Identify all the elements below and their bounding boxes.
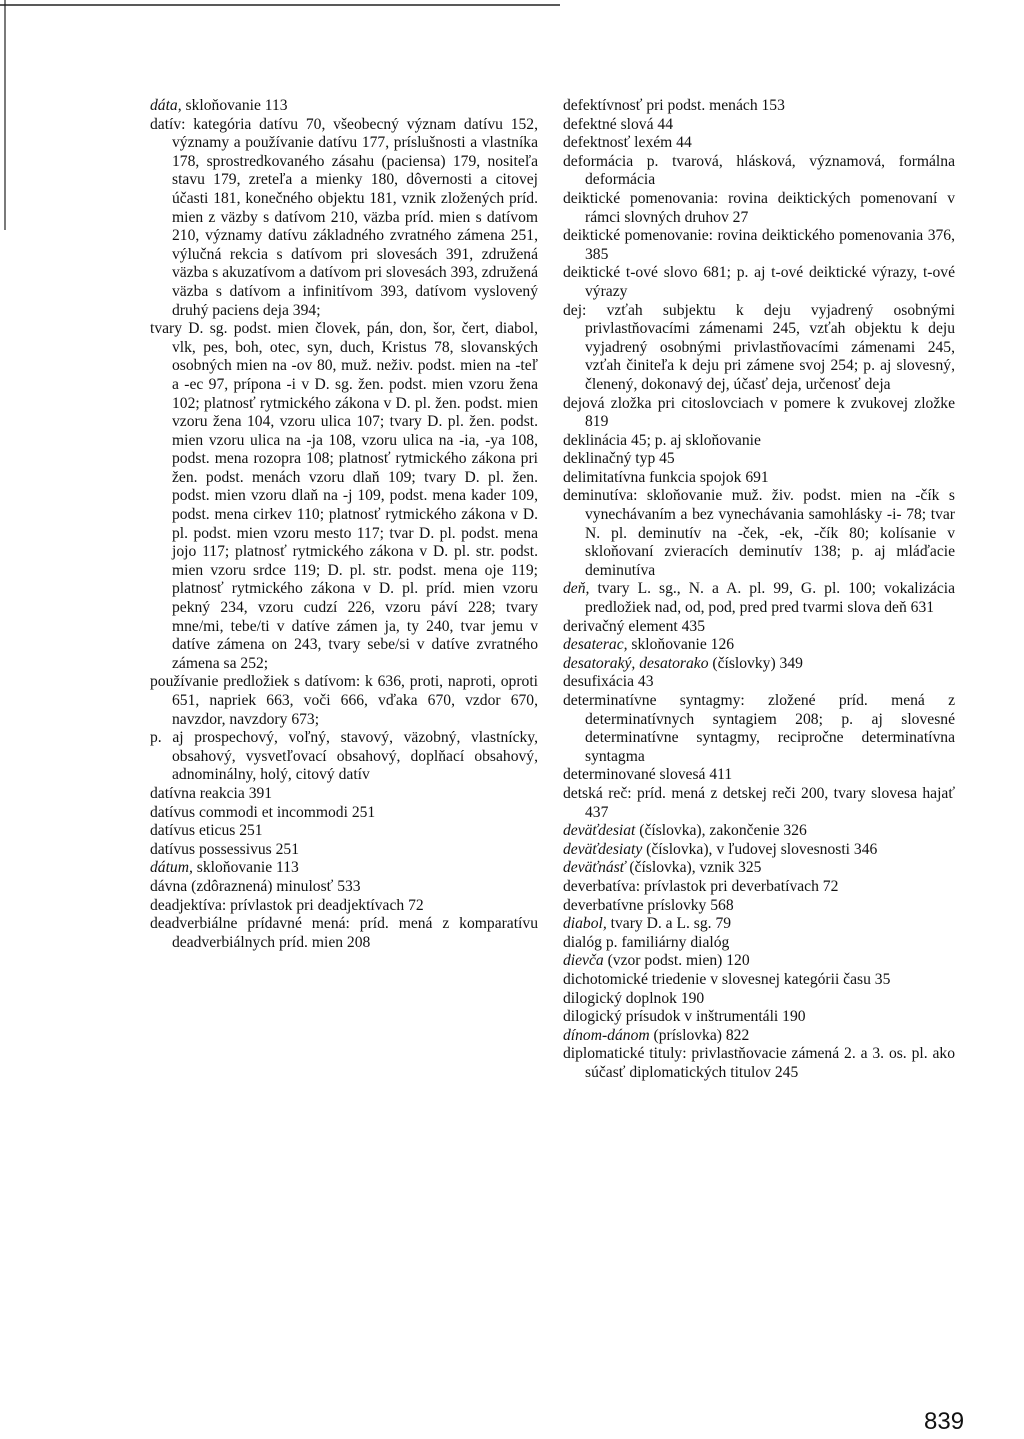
index-entry	[563, 673, 955, 692]
index-entry	[563, 487, 955, 580]
index-entry	[150, 841, 538, 860]
entry-text: (číslovka), zakončenie 326	[635, 822, 807, 840]
index-column-left	[150, 97, 538, 952]
entry-text: defektívnosť pri podst. menách 153	[563, 97, 785, 114]
page-number: 839	[924, 1408, 965, 1435]
entry-headword: dátum,	[150, 859, 193, 877]
entry-text: p. aj prospechový, voľný, stavový, väzobný, vlastnícky, obsahový, vysvetľovací obsahový, doplňací obsahový, adnominálny, holý, citový datív	[150, 729, 538, 784]
index-entry	[150, 116, 538, 321]
index-entry	[563, 264, 955, 301]
entry-text: datívus commodi et incommodi 251	[150, 803, 376, 821]
scan-left-rule	[4, 0, 6, 230]
entry-text: tvary L. sg., N. a A. pl. 99, G. pl. 100; vokalizácia predložiek nad, od, pod, pred pred tvarmi slova deň 631	[585, 580, 955, 617]
entry-text: deverbatívne príslovky 568	[563, 896, 734, 914]
index-entry	[563, 1045, 955, 1082]
index-entry	[150, 97, 538, 116]
index-entry	[563, 432, 955, 451]
index-entry	[563, 469, 955, 488]
entry-text: (vzor podst. mien) 120	[603, 952, 750, 970]
entry-text: deformácia p. tvarová, hlásková, významová, formálna deformácia	[563, 152, 955, 189]
scan-top-rule	[0, 4, 560, 6]
index-entry	[563, 134, 955, 153]
index-entry	[150, 804, 538, 823]
entry-text: deklinačný typ 45	[563, 450, 675, 468]
entry-text: používanie predložiek s datívom: k 636, proti, naproti, oproti 651, napriek 663, voči 666, vďaka 670, vzdor 670, navzdor, navzdory 673;	[150, 673, 538, 728]
index-entry	[563, 227, 955, 264]
entry-text: determinatívne syntagmy: zložené príd. mená z determinatívnych syntagiem 208; p. aj slovesné determinatívne syntagmy, recipročne determinatívna syntagma	[563, 692, 955, 765]
index-entry	[563, 1008, 955, 1027]
entry-text: defektnosť lexém 44	[563, 134, 692, 152]
entry-headword: dáta,	[150, 97, 182, 114]
entry-text: (číslovky) 349	[708, 654, 803, 672]
entry-text: delimitatívna funkcia spojok 691	[563, 468, 769, 486]
entry-text: datívna reakcia 391	[150, 784, 273, 802]
entry-headword: dievča	[563, 952, 604, 970]
entry-headword: deväťdesiat	[563, 822, 636, 840]
entry-text: deiktické t-ové slovo 681; p. aj t-ové deiktické výrazy, t-ové výrazy	[563, 264, 955, 300]
index-entry	[563, 190, 955, 227]
entry-headword: deväťnásť	[563, 859, 626, 877]
index-entry	[563, 153, 955, 190]
index-entry	[563, 766, 955, 785]
index-entry	[563, 692, 955, 766]
entry-text: dej: vzťah subjektu k deju vyjadrený osobnými privlastňovacími zámenami 245, vzťah objektu k deju vyjadrený osobnými privlastňovacími zámenami 245, vzťah činiteľa k deju pri zámene svoj 254; p. aj slovesný, členený, dokonavý dej, účasť deja, určenosť deja	[563, 301, 955, 393]
index-entry	[150, 878, 538, 897]
index-entry	[563, 915, 955, 934]
index-entry	[150, 859, 538, 878]
entry-text: deverbatíva: prívlastok pri deverbatívach 72	[563, 877, 839, 895]
entry-text: derivačný element 435	[563, 617, 706, 635]
entry-text: skloňovanie 126	[627, 636, 735, 654]
entry-headword: deň,	[563, 580, 590, 598]
index-entry	[563, 97, 955, 116]
entry-text: deiktické pomenovanie: rovina deiktického pomenovania 376, 385	[563, 227, 955, 263]
index-entry	[150, 785, 538, 804]
entry-text: dilogický prísudok v inštrumentáli 190	[563, 1008, 806, 1026]
index-column-right	[563, 97, 955, 1082]
index-entry	[150, 320, 538, 673]
entry-text: deminutíva: skloňovanie muž. živ. podst. mien na -čík s vynechávaním a bez vynechávania samohlásky -i- 78; tvar N. pl. deminutív na -ček, -ek, -čík 80; kolísanie v skloňovaní zvieracích deminutív 138; p. aj mláďacie deminutíva	[563, 487, 955, 579]
entry-text: datív: kategória datívu 70, všeobecný význam datívu 152, významy a používanie datívu 177, príslušnosti a vlastníka 178, sprostredkovaného zásahu (paciensa) 179, nositeľa stavu 179, zreteľa a mienky 180, dôvernosti a citovej účasti 181, konečného objektu 181, vznik zložených príd. mien z väzby s datívom 210, väzba príd. mien s datívom 210, významy datívu základného zvratného zámena 251, výlučná rekcia s datívom pri slovesách 391, združená väzba s akuzatívom a datívom pri slovesách 393, združená väzba s datívom a infinitívom 393, datívom vyslovený druhý paciens deja 394;	[150, 115, 538, 319]
entry-headword: diabol,	[563, 915, 607, 933]
entry-text: diplomatické tituly: privlastňovacie zámená 2. a 3. os. pl. ako súčasť diplomatických titulov 245	[563, 1045, 955, 1081]
index-entry	[563, 302, 955, 395]
entry-text: skloňovanie 113	[192, 859, 299, 877]
entry-text: dilogický doplnok 190	[563, 989, 705, 1007]
entry-text: deadjektíva: prívlastok pri deadjektívach 72	[150, 896, 424, 914]
entry-text: (číslovka), v ľudovej slovesnosti 346	[642, 840, 878, 858]
index-entry	[563, 841, 955, 860]
entry-text: skloňovanie 113	[181, 97, 288, 114]
entry-text: determinované slovesá 411	[563, 766, 733, 784]
index-entry	[563, 655, 955, 674]
index-entry	[563, 450, 955, 469]
index-entry	[563, 395, 955, 432]
index-entry	[150, 822, 538, 841]
entry-text: dichotomické triedenie v slovesnej kategórii času 35	[563, 970, 891, 988]
index-entry	[563, 897, 955, 916]
index-entry	[563, 636, 955, 655]
index-entry	[563, 859, 955, 878]
entry-headword: dínom-dánom	[563, 1026, 650, 1044]
entry-text: deklinácia 45; p. aj skloňovanie	[563, 431, 761, 449]
entry-text: (číslovka), vznik 325	[625, 859, 762, 877]
index-entry	[563, 934, 955, 953]
index-entry	[563, 116, 955, 135]
index-entry	[563, 1027, 955, 1046]
entry-text: tvary D. a L. sg. 79	[606, 915, 732, 933]
entry-text: deadverbiálne prídavné mená: príd. mená z komparatívu deadverbiálnych príd. mien 208	[150, 915, 538, 951]
index-entry	[563, 822, 955, 841]
index-entry	[563, 990, 955, 1009]
entry-text: dejová zložka pri citoslovciach v pomere k zvukovej zložke 819	[563, 394, 955, 431]
entry-text: datívus possessivus 251	[150, 840, 300, 858]
entry-headword: desaterac,	[563, 636, 628, 654]
entry-headword: deväťdesiaty	[563, 840, 643, 858]
entry-text: dávna (zdôraznená) minulosť 533	[150, 877, 361, 895]
index-entry	[563, 580, 955, 617]
entry-text: detská reč: príd. mená z detskej reči 200, tvary slovesa hajať 437	[563, 784, 955, 821]
index-entry	[150, 897, 538, 916]
index-entry	[563, 971, 955, 990]
entry-text: defektné slová 44	[563, 115, 673, 133]
index-entry	[150, 729, 538, 785]
index-entry	[563, 618, 955, 637]
entry-text: deiktické pomenovania: rovina deiktických pomenovaní v rámci slovných druhov 27	[563, 189, 955, 226]
index-entry	[563, 952, 955, 971]
index-entry	[563, 785, 955, 822]
entry-text: datívus eticus 251	[150, 822, 263, 840]
entry-text: tvary D. sg. podst. mien človek, pán, don, šor, čert, diabol, vlk, pes, boh, otec, syn, duch, Kristus 78, slovanských osobných mien na -ov 80, muž. neživ. podst. mien na -teľ a -ec 97, prípona -i v D. sg. žen. podst. mien vzoru žena 102; platnosť rytmického zákona v D. pl. žen. podst. mien vzoru žena 104, vzoru ulica 107; tvary D. pl. žen. podst. mien vzoru ulica na -ja 108, vzoru ulica na -ia, -ya 108, podst. mena rozopra 108; platnosť rytmického zákona pri žen. podst. menách vzoru dlaň 109; tvary D. pl. žen. podst. mien vzoru dlaň na -j 109, podst. mena kader 109, podst. mena cirkev 110; platnosť rytmického zákona v D. pl. podst. mien vzoru mesto 117; tvar D. pl. podst. mena jojo 117; platnosť rytmického zákona v D. pl. str. podst. mien vzoru srdce 119; D. pl. str. podst. mena oje 119; platnosť rytmického zákona v D. pl. príd. mien vzoru pekný 234, vzoru cudzí 226, vzoru páví 228; tvary mne/mi, tebe/ti v datíve zámen ja, ty 240, tvar jemu v datíve zámena on 243, tvary sebe/si v datíve zvratného zámena sa 252;	[150, 320, 538, 672]
index-entry	[563, 878, 955, 897]
entry-headword: desatoraký, desatorako	[563, 654, 709, 672]
index-entry	[150, 915, 538, 952]
index-entry	[150, 673, 538, 729]
entry-text: desufixácia 43	[563, 673, 654, 691]
entry-text: (príslovka) 822	[649, 1026, 750, 1044]
entry-text: dialóg p. familiárny dialóg	[563, 933, 730, 951]
